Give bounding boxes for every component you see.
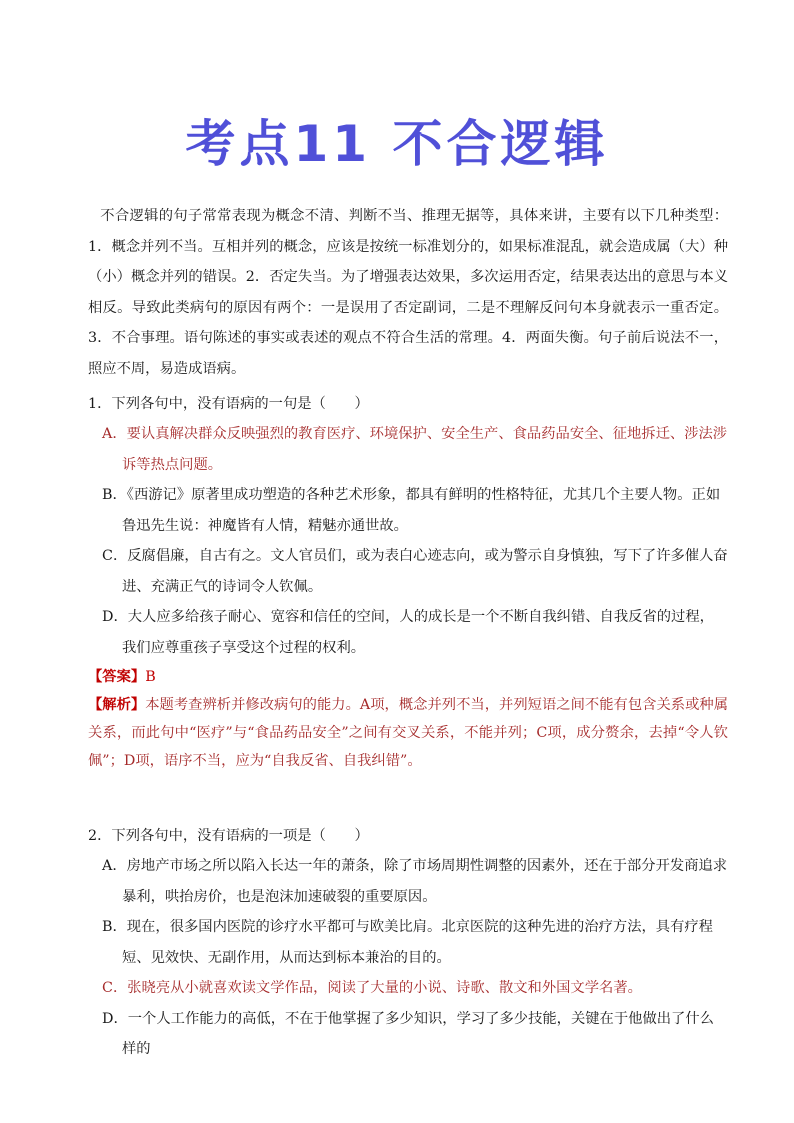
option-c: C．反腐倡廉，自古有之。文人官员们，或为表白心迹志向，或为警示自身慎独，写下了许多催人奋进、充满正气的诗词令人钦佩。 [102, 548, 728, 595]
option-b: B．《西游记》原著里成功塑造的各种艺术形象，都具有鲜明的性格特征，尤其几个主要人物。正如鲁迅先生说：神魔皆有人情，精魅亦通世故。 [102, 487, 721, 534]
answer-line [88, 663, 728, 691]
question-stem: 1．下列各句中，没有语病的一句是（ ） [88, 396, 369, 412]
question-2 [88, 822, 728, 1065]
option-d: D．一个人工作能力的高低，不在于他掌握了多少知识，学习了多少技能，关键在于他做出了什么样的 [102, 1010, 714, 1057]
question-stem: 2．下列各句中，没有语病的一项是（ ） [88, 828, 369, 844]
analysis-text: 本题考查辨析并修改病句的能力。A项，概念并列不当，并列短语之间不能有包含关系或种属关系，而此句中“医疗”与“食品药品安全”之间有交叉关系，不能并列；C项，成分赘余，去掉“令人钦佩”；D项，语序不当，应为“自我反省、自我纠错”。 [88, 697, 728, 769]
intro-text: 不合逻辑的句子常常表现为概念不清、判断不当、推理无据等，具体来讲，主要有以下几种类型：1．概念并列不当。互相并列的概念，应该是按统一标准划分的，如果标准混乱，就会造成属（大）种（小）概念并列的错误。2．否定失当。为了增强表达效果，多次运用否定，结果表达出的意思与本义相反。导致此类病句的原因有两个：一是误用了否定副词，二是不理解反问句本身就表示一重否定。3．不合事理。语句陈述的事实或表述的观点不符合生活的常理。4．两面失衡。句子前后说法不一，照应不周，易造成语病。 [88, 208, 728, 377]
answer-value: B [145, 669, 156, 685]
option-d: D．大人应多给孩子耐心、宽容和信任的空间，人的成长是一个不断自我纠错、自我反省的过程，我们应尊重孩子享受这个过程的权利。 [102, 609, 714, 656]
intro-paragraph [88, 201, 728, 384]
option-a: A．要认真解决群众反映强烈的教育医疗、环境保护、安全生产、食品药品安全、征地拆迁、涉法涉诉等热点问题。 [102, 426, 728, 473]
answer-label: 【答案】 [88, 669, 146, 685]
page-title: 考点11 不合逻辑 [185, 115, 609, 173]
option-a: A．房地产市场之所以陷入长达一年的萧条，除了市场周期性调整的因素外，还在于部分开发商追求暴利，哄抬房价，也是泡沫加速破裂的重要原因。 [102, 858, 728, 905]
analysis-paragraph [88, 691, 728, 775]
option-c: C．张晓亮从小就喜欢读文学作品，阅读了大量的小说、诗歌、散文和外国文学名著。 [102, 980, 642, 996]
option-b: B．现在，很多国内医院的诊疗水平都可与欧美比肩。北京医院的这种先进的治疗方法，具有疗程短、见效快、无副作用，从而达到标本兼治的目的。 [102, 919, 713, 966]
question-1 [88, 390, 728, 775]
analysis-label: 【解析】 [88, 697, 146, 713]
